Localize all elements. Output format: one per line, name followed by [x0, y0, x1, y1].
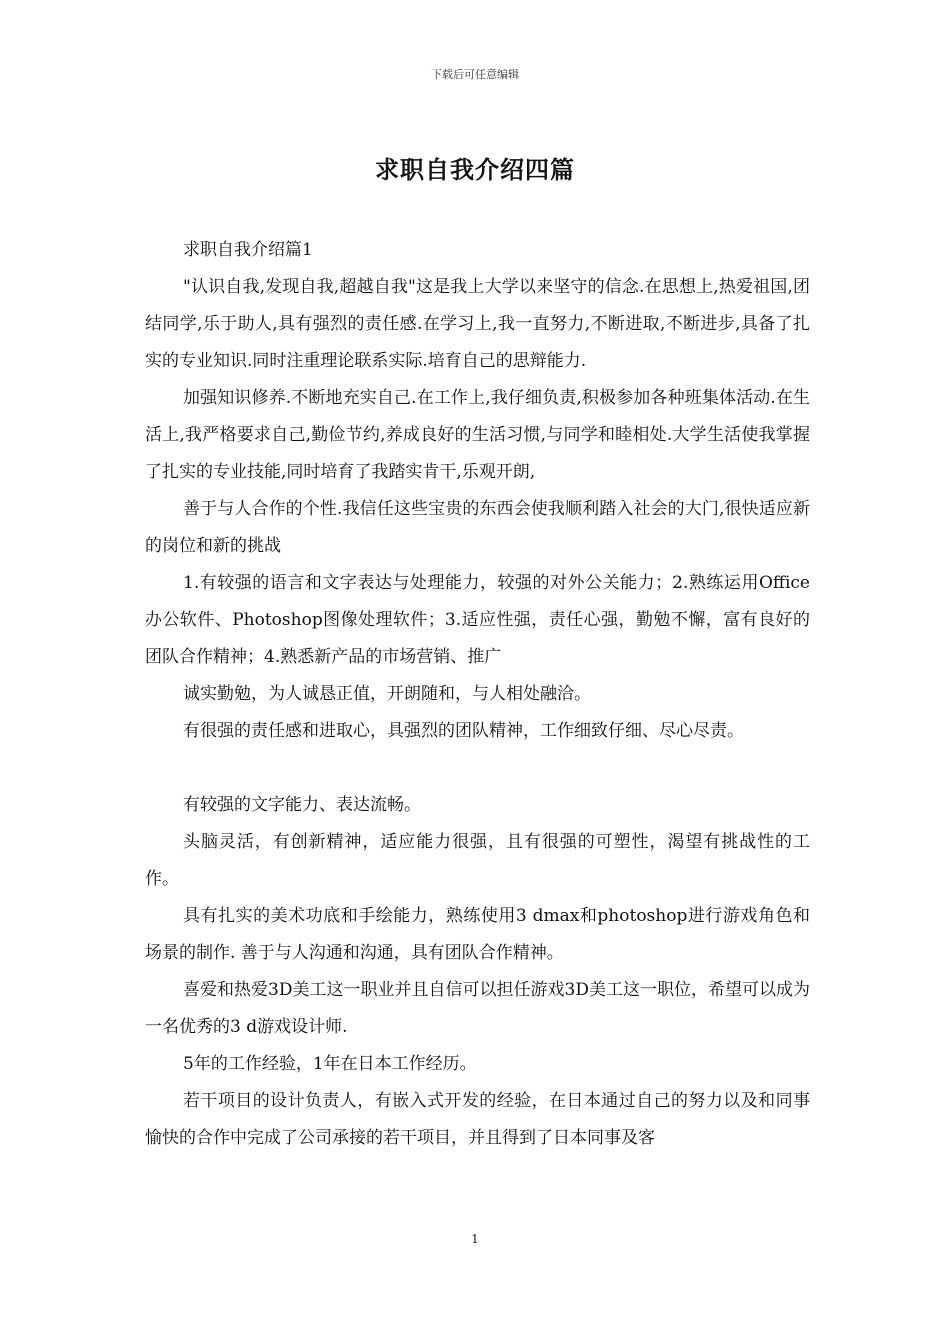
paragraph: 头脑灵活，有创新精神，适应能力很强，且有很强的可塑性，渴望有挑战性的工作。 — [145, 832, 810, 889]
paragraph: 善于与人合作的个性.我信任这些宝贵的东西会使我顺利踏入社会的大门,很快适应新的岗位和新的挑战 — [145, 499, 810, 556]
page-number: 1 — [471, 1232, 479, 1246]
paragraph: 加强知识修养.不断地充实自己.在工作上,我仔细负责,积极参加各种班集体活动.在生活上,我严格要求自己,勤俭节约,养成良好的生活习惯,与同学和睦相处.大学生活使我掌握了扎实的专业技能,同时培育了我踏实肯干,乐观开朗, — [145, 388, 810, 482]
paragraph: 1.有较强的语言和文字表达与处理能力，较强的对外公关能力；2.熟练运用Office办公软件、Photoshop图像处理软件；3.适应性强，责任心强，勤勉不懈，富有良好的团队合作精神；4.熟悉新产品的市场营销、推广 — [145, 573, 810, 667]
paragraph: 诚实勤勉，为人诚恳正值，开朗随和，与人相处融洽。 — [183, 684, 591, 704]
section-heading: 求职自我介绍篇1 — [183, 240, 313, 260]
paragraph: 有较强的文字能力、表达流畅。 — [183, 795, 421, 815]
paragraph: 喜爱和热爱3D美工这一职业并且自信可以担任游戏3D美工这一职位，希望可以成为一名优秀的3 d游戏设计师. — [145, 980, 810, 1037]
paragraph: 有很强的责任感和进取心，具强烈的团队精神，工作细致仔细、尽心尽责。 — [183, 721, 744, 741]
document-body — [145, 232, 810, 1157]
paragraph: 5年的工作经验，1年在日本工作经历。 — [183, 1054, 477, 1074]
document-title: 求职自我介绍四篇 — [375, 155, 575, 184]
header-note: 下载后可任意编辑 — [431, 68, 519, 81]
paragraph: "认识自我,发现自我,超越自我"这是我上大学以来坚守的信念.在思想上,热爱祖国,团结同学,乐于助人,具有强烈的责任感.在学习上,我一直努力,不断进取,不断进步,具备了扎实的专业知识.同时注重理论联系实际.培育自己的思辩能力. — [145, 277, 810, 371]
paragraph: 具有扎实的美术功底和手绘能力，熟练使用3 dmax和photoshop进行游戏角色和场景的制作. 善于与人沟通和沟通，具有团队合作精神。 — [145, 906, 810, 963]
paragraph: 若干项目的设计负责人，有嵌入式开发的经验，在日本通过自己的努力以及和同事愉快的合作中完成了公司承接的若干项目，并且得到了日本同事及客 — [145, 1091, 810, 1148]
